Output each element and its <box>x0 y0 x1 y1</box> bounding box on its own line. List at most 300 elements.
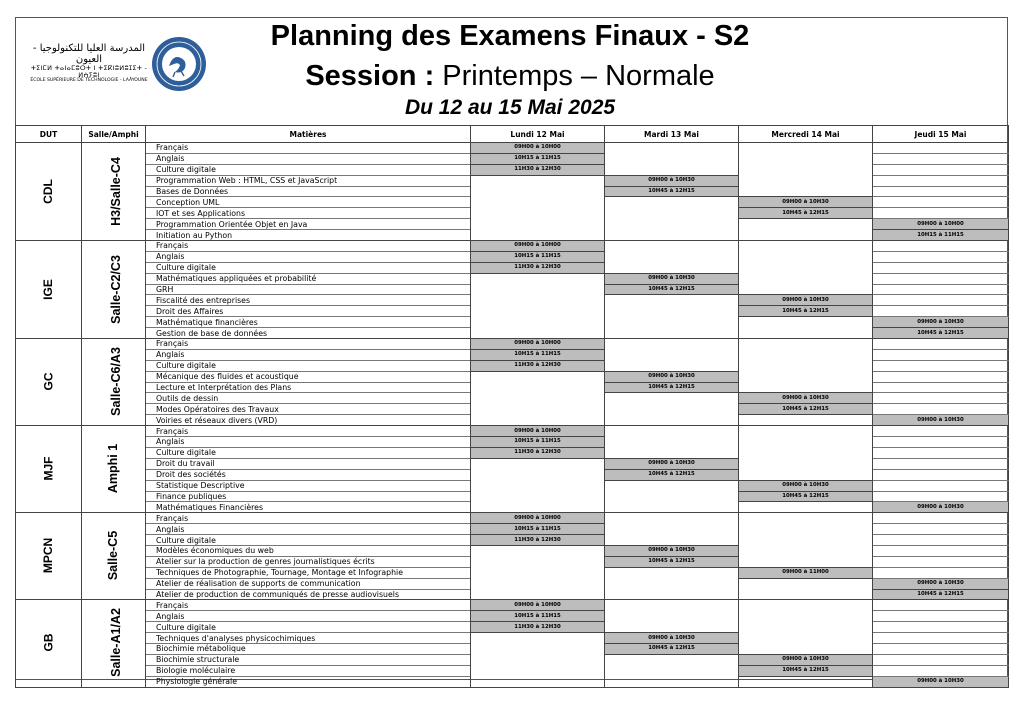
subject-cell: Mathématiques Financières <box>146 502 471 513</box>
empty-slot <box>605 143 739 154</box>
table-row <box>16 153 1009 164</box>
subject-cell: Biochimie structurale <box>146 654 471 665</box>
empty-slot <box>739 339 873 350</box>
exam-slot: 10H15 à 11H15 <box>471 611 605 622</box>
empty-slot <box>873 175 1009 186</box>
subject-cell: Atelier sur la production de genres journalistiques écrits <box>146 556 471 567</box>
session-line <box>200 60 820 93</box>
empty-slot <box>873 197 1009 208</box>
subject-cell: Fiscalité des entreprises <box>146 295 471 306</box>
subject-cell: Finance publiques <box>146 491 471 502</box>
empty-slot <box>471 404 605 415</box>
table-row <box>16 622 1009 633</box>
empty-slot <box>739 230 873 241</box>
empty-slot <box>739 458 873 469</box>
empty-slot <box>873 349 1009 360</box>
empty-slot <box>471 654 605 665</box>
exam-slot: 09H00 à 10H30 <box>739 393 873 404</box>
exam-slot: 10H45 à 12H15 <box>739 208 873 219</box>
exam-schedule-table <box>15 125 1009 688</box>
table-row <box>16 633 1009 644</box>
exam-slot: 10H45 à 12H15 <box>605 284 739 295</box>
empty-slot <box>471 197 605 208</box>
subject-cell: IOT et ses Applications <box>146 208 471 219</box>
empty-slot <box>739 219 873 230</box>
exam-slot: 09H00 à 10H00 <box>471 426 605 437</box>
empty-slot <box>605 339 739 350</box>
empty-slot <box>873 382 1009 393</box>
exam-slot: 09H00 à 11H00 <box>739 567 873 578</box>
empty-slot <box>873 535 1009 546</box>
subject-cell: Culture digitale <box>146 447 471 458</box>
empty-slot <box>605 349 739 360</box>
salle-cell <box>82 513 146 600</box>
salle-label: Salle-C5 <box>106 531 120 581</box>
exam-slot: 09H00 à 10H30 <box>873 415 1009 426</box>
empty-slot <box>739 186 873 197</box>
subject-cell: Français <box>146 241 471 252</box>
empty-slot <box>873 284 1009 295</box>
empty-slot <box>471 545 605 556</box>
table-row <box>16 589 1009 600</box>
exam-slot: 09H00 à 10H30 <box>873 676 1009 687</box>
exam-slot: 09H00 à 10H30 <box>873 578 1009 589</box>
exam-slot: 10H45 à 12H15 <box>605 643 739 654</box>
subject-cell: Droit des Affaires <box>146 306 471 317</box>
empty-slot <box>471 219 605 230</box>
subject-cell: Mathématiques appliquées et probabilité <box>146 273 471 284</box>
empty-slot <box>873 458 1009 469</box>
empty-slot <box>873 513 1009 524</box>
table-row <box>16 197 1009 208</box>
empty-slot <box>471 589 605 600</box>
table-row <box>16 164 1009 175</box>
dut-cell <box>16 339 82 426</box>
table-row <box>16 230 1009 241</box>
subject-cell: Physiologie générale <box>146 676 471 687</box>
empty-slot <box>873 339 1009 350</box>
empty-slot <box>739 676 873 687</box>
empty-slot <box>605 513 739 524</box>
subject-cell: Français <box>146 143 471 154</box>
exam-slot: 09H00 à 10H30 <box>739 197 873 208</box>
table-row <box>16 273 1009 284</box>
exam-slot: 11H30 à 12H30 <box>471 447 605 458</box>
empty-slot <box>873 567 1009 578</box>
empty-slot <box>873 600 1009 611</box>
empty-slot <box>739 622 873 633</box>
empty-slot <box>605 230 739 241</box>
table-header-row <box>16 126 1009 143</box>
logo-french: ÉCOLE SUPÉRIEURE DE TECHNOLOGIE - LAÂYOUNE <box>30 77 148 83</box>
empty-slot <box>739 643 873 654</box>
empty-slot <box>873 654 1009 665</box>
empty-slot <box>739 360 873 371</box>
empty-slot <box>873 208 1009 219</box>
empty-slot <box>471 382 605 393</box>
table-row <box>16 317 1009 328</box>
subject-cell: Anglais <box>146 611 471 622</box>
empty-slot <box>739 143 873 154</box>
empty-slot <box>605 262 739 273</box>
table-row <box>16 513 1009 524</box>
empty-slot <box>471 393 605 404</box>
exam-slot: 09H00 à 10H30 <box>873 317 1009 328</box>
subject-cell: Anglais <box>146 251 471 262</box>
empty-slot <box>605 393 739 404</box>
subject-cell: Culture digitale <box>146 262 471 273</box>
subject-cell: Atelier de production de communiqués de presse audiovisuels <box>146 589 471 600</box>
empty-slot <box>605 480 739 491</box>
subject-cell: Voiries et réseaux divers (VRD) <box>146 415 471 426</box>
empty-slot <box>471 567 605 578</box>
subject-cell: Culture digitale <box>146 622 471 633</box>
table-row <box>16 251 1009 262</box>
subject-cell: Français <box>146 339 471 350</box>
empty-slot <box>739 524 873 535</box>
empty-slot <box>873 273 1009 284</box>
empty-slot <box>471 295 605 306</box>
subject-cell: Droit des sociétés <box>146 469 471 480</box>
empty-slot <box>873 524 1009 535</box>
empty-slot <box>471 306 605 317</box>
table-row <box>16 469 1009 480</box>
logo-arabic: المدرسة العليا للتكنولوجيا - العيون <box>32 43 146 65</box>
empty-slot <box>873 143 1009 154</box>
empty-slot <box>605 317 739 328</box>
empty-slot <box>605 600 739 611</box>
table-row <box>16 491 1009 502</box>
table-row <box>16 611 1009 622</box>
empty-slot <box>605 404 739 415</box>
exam-slot: 09H00 à 10H30 <box>739 480 873 491</box>
table-row <box>16 447 1009 458</box>
empty-slot <box>471 502 605 513</box>
dut-label: GC <box>41 372 55 391</box>
empty-slot <box>873 480 1009 491</box>
exam-slot: 10H15 à 11H15 <box>471 524 605 535</box>
exam-slot: 09H00 à 10H30 <box>605 545 739 556</box>
subject-cell: Conception UML <box>146 197 471 208</box>
empty-slot <box>739 578 873 589</box>
table-row <box>16 524 1009 535</box>
empty-slot <box>605 437 739 448</box>
empty-slot <box>739 415 873 426</box>
exam-slot: 10H45 à 12H15 <box>873 328 1009 339</box>
empty-slot <box>605 665 739 676</box>
empty-slot <box>873 306 1009 317</box>
subject-cell: Anglais <box>146 349 471 360</box>
table-row <box>16 415 1009 426</box>
dut-label: IGE <box>40 278 55 300</box>
empty-slot <box>739 600 873 611</box>
empty-slot <box>605 502 739 513</box>
empty-slot <box>873 491 1009 502</box>
table-row <box>16 382 1009 393</box>
table-row <box>16 208 1009 219</box>
table-row <box>16 480 1009 491</box>
table-row <box>16 328 1009 339</box>
empty-slot <box>739 513 873 524</box>
empty-slot <box>873 545 1009 556</box>
dut-cell <box>16 513 82 600</box>
empty-slot <box>471 175 605 186</box>
session-value: Printemps – Normale <box>434 60 715 92</box>
empty-slot <box>873 404 1009 415</box>
exam-slot: 10H15 à 11H15 <box>471 437 605 448</box>
dut-label: GB <box>41 633 55 652</box>
salle-cell <box>82 241 146 339</box>
empty-slot <box>739 611 873 622</box>
salle-cell <box>82 426 146 513</box>
exam-slot: 10H45 à 12H15 <box>605 186 739 197</box>
empty-slot <box>471 415 605 426</box>
salle-label: Salle-C6/A3 <box>108 347 123 416</box>
subject-cell: Programmation Web : HTML, CSS et JavaScript <box>146 175 471 186</box>
table-row <box>16 284 1009 295</box>
exam-slot: 10H45 à 12H15 <box>739 491 873 502</box>
empty-slot <box>605 589 739 600</box>
dut-cell <box>16 426 82 513</box>
empty-slot <box>873 153 1009 164</box>
exam-slot: 10H15 à 11H15 <box>471 153 605 164</box>
empty-slot <box>471 469 605 480</box>
empty-slot <box>739 175 873 186</box>
exam-slot: 09H00 à 10H30 <box>739 654 873 665</box>
subject-cell: Français <box>146 513 471 524</box>
empty-slot <box>471 491 605 502</box>
empty-slot <box>605 676 739 687</box>
table-row <box>16 295 1009 306</box>
exam-slot: 10H45 à 12H15 <box>605 469 739 480</box>
empty-slot <box>873 426 1009 437</box>
empty-slot <box>471 633 605 644</box>
subject-cell: GRH <box>146 284 471 295</box>
table-row <box>16 600 1009 611</box>
empty-slot <box>873 262 1009 273</box>
empty-slot <box>739 469 873 480</box>
empty-slot <box>739 241 873 252</box>
empty-slot <box>605 491 739 502</box>
exam-slot: 09H00 à 10H00 <box>471 600 605 611</box>
dut-label: MPCN <box>41 538 55 574</box>
empty-slot <box>605 360 739 371</box>
exam-slot: 09H00 à 10H30 <box>873 502 1009 513</box>
subject-cell: Culture digitale <box>146 535 471 546</box>
schedule-body <box>16 143 1009 688</box>
empty-slot <box>739 317 873 328</box>
exam-slot: 10H45 à 12H15 <box>605 556 739 567</box>
empty-slot <box>605 153 739 164</box>
subject-cell: Bases de Données <box>146 186 471 197</box>
dut-cell <box>16 143 82 241</box>
subject-cell: Culture digitale <box>146 164 471 175</box>
subject-cell: Culture digitale <box>146 360 471 371</box>
empty-slot <box>739 382 873 393</box>
empty-slot <box>739 273 873 284</box>
empty-slot <box>873 241 1009 252</box>
empty-slot <box>873 295 1009 306</box>
table-row <box>16 371 1009 382</box>
logo-tifinagh: ⵜⵉⵏⵎⵍ ⵜⴰⵏⴰⵎⵓⵔⵜ ⵏ ⵜⵉⴽⵏⵓⵍⵓⵊⵉⵜ - ⵍⵄⵢⵓⵏ <box>30 64 148 79</box>
subject-cell: Initiation au Python <box>146 230 471 241</box>
empty-slot <box>605 415 739 426</box>
exam-slot: 09H00 à 10H30 <box>605 175 739 186</box>
table-row <box>16 349 1009 360</box>
empty-slot <box>739 545 873 556</box>
table-row <box>16 241 1009 252</box>
subject-cell: Programmation Orientée Objet en Java <box>146 219 471 230</box>
university-seal-icon <box>151 36 207 92</box>
empty-slot <box>605 241 739 252</box>
subject-cell: Modèles économiques du web <box>146 545 471 556</box>
empty-slot <box>873 251 1009 262</box>
empty-slot <box>605 654 739 665</box>
empty-slot <box>739 371 873 382</box>
empty-slot <box>873 437 1009 448</box>
empty-slot <box>471 273 605 284</box>
empty-slot <box>605 219 739 230</box>
subject-cell: Français <box>146 600 471 611</box>
empty-slot <box>605 578 739 589</box>
empty-slot <box>873 643 1009 654</box>
table-row <box>16 306 1009 317</box>
exam-slot: 09H00 à 10H30 <box>739 295 873 306</box>
empty-slot <box>873 611 1009 622</box>
empty-slot <box>605 164 739 175</box>
empty-slot <box>739 251 873 262</box>
subject-cell: Français <box>146 426 471 437</box>
exam-slot: 09H00 à 10H00 <box>471 513 605 524</box>
salle-label: H3/Salle-C4 <box>108 156 123 226</box>
exam-slot: 10H15 à 11H15 <box>873 230 1009 241</box>
empty-slot <box>873 447 1009 458</box>
empty-slot <box>739 437 873 448</box>
salle-cell <box>82 600 146 687</box>
empty-slot <box>471 665 605 676</box>
table-row <box>16 175 1009 186</box>
empty-slot <box>873 393 1009 404</box>
table-row <box>16 339 1009 350</box>
exam-slot: 10H15 à 11H15 <box>471 349 605 360</box>
table-row <box>16 360 1009 371</box>
exam-slot: 09H00 à 10H00 <box>873 219 1009 230</box>
exam-slot: 10H45 à 12H15 <box>873 589 1009 600</box>
empty-slot <box>873 633 1009 644</box>
table-row <box>16 545 1009 556</box>
empty-slot <box>605 524 739 535</box>
empty-slot <box>605 611 739 622</box>
empty-slot <box>739 556 873 567</box>
table-row <box>16 426 1009 437</box>
col-header: Salle/Amphi <box>82 126 146 143</box>
subject-cell: Anglais <box>146 153 471 164</box>
subject-cell: Mécanique des fluides et acoustique <box>146 371 471 382</box>
subject-cell: Mathématique financières <box>146 317 471 328</box>
exam-slot: 09H00 à 10H30 <box>605 273 739 284</box>
exam-slot: 10H45 à 12H15 <box>739 306 873 317</box>
dut-label: MJF <box>41 456 55 481</box>
empty-slot <box>471 458 605 469</box>
empty-slot <box>471 328 605 339</box>
empty-slot <box>605 197 739 208</box>
empty-slot <box>471 480 605 491</box>
col-header: Mardi 13 Mai <box>605 126 739 143</box>
subject-cell: Droit du travail <box>146 458 471 469</box>
exam-slot: 10H45 à 12H15 <box>739 404 873 415</box>
empty-slot <box>873 556 1009 567</box>
subject-cell: Atelier de réalisation de supports de communication <box>146 578 471 589</box>
empty-slot <box>605 567 739 578</box>
empty-slot <box>471 371 605 382</box>
empty-slot <box>471 284 605 295</box>
empty-slot <box>471 676 605 687</box>
empty-slot <box>471 208 605 219</box>
exam-slot: 10H45 à 12H15 <box>739 665 873 676</box>
empty-slot <box>605 306 739 317</box>
exam-slot: 11H30 à 12H30 <box>471 360 605 371</box>
empty-slot <box>471 230 605 241</box>
col-header: Matières <box>146 126 471 143</box>
empty-slot <box>739 328 873 339</box>
salle-label: Salle-C2/C3 <box>108 254 123 324</box>
subject-cell: Techniques d'analyses physicochimiques <box>146 633 471 644</box>
empty-slot <box>605 208 739 219</box>
empty-slot <box>471 643 605 654</box>
exam-slot: 09H00 à 10H00 <box>471 143 605 154</box>
col-header: Lundi 12 Mai <box>471 126 605 143</box>
empty-slot <box>605 328 739 339</box>
table-row <box>16 654 1009 665</box>
empty-slot <box>739 153 873 164</box>
table-row <box>16 567 1009 578</box>
empty-slot <box>605 535 739 546</box>
subject-cell: Statistique Descriptive <box>146 480 471 491</box>
empty-slot <box>739 535 873 546</box>
empty-slot <box>873 360 1009 371</box>
salle-cell <box>82 339 146 426</box>
table-row <box>16 458 1009 469</box>
exam-slot: 11H30 à 12H30 <box>471 535 605 546</box>
school-logo-text <box>28 44 150 83</box>
table-row <box>16 535 1009 546</box>
dut-cell <box>16 241 82 339</box>
table-row <box>16 143 1009 154</box>
empty-slot <box>739 502 873 513</box>
empty-slot <box>873 665 1009 676</box>
subject-cell: Biologie moléculaire <box>146 665 471 676</box>
exam-slot: 09H00 à 10H00 <box>471 339 605 350</box>
empty-slot <box>739 164 873 175</box>
date-range: Du 12 au 15 Mai 2025 <box>404 96 616 119</box>
empty-slot <box>739 426 873 437</box>
empty-slot <box>605 622 739 633</box>
empty-slot <box>605 426 739 437</box>
session-label: Session : <box>305 60 435 92</box>
empty-slot <box>873 186 1009 197</box>
page-title: Planning des Examens Finaux - S2 <box>270 20 750 52</box>
empty-slot <box>471 578 605 589</box>
col-header: Jeudi 15 Mai <box>873 126 1009 143</box>
exam-slot: 11H30 à 12H30 <box>471 164 605 175</box>
table-row <box>16 393 1009 404</box>
col-header: DUT <box>16 126 82 143</box>
empty-slot <box>471 556 605 567</box>
table-row <box>16 676 1009 687</box>
empty-slot <box>873 371 1009 382</box>
empty-slot <box>739 447 873 458</box>
table-row <box>16 186 1009 197</box>
